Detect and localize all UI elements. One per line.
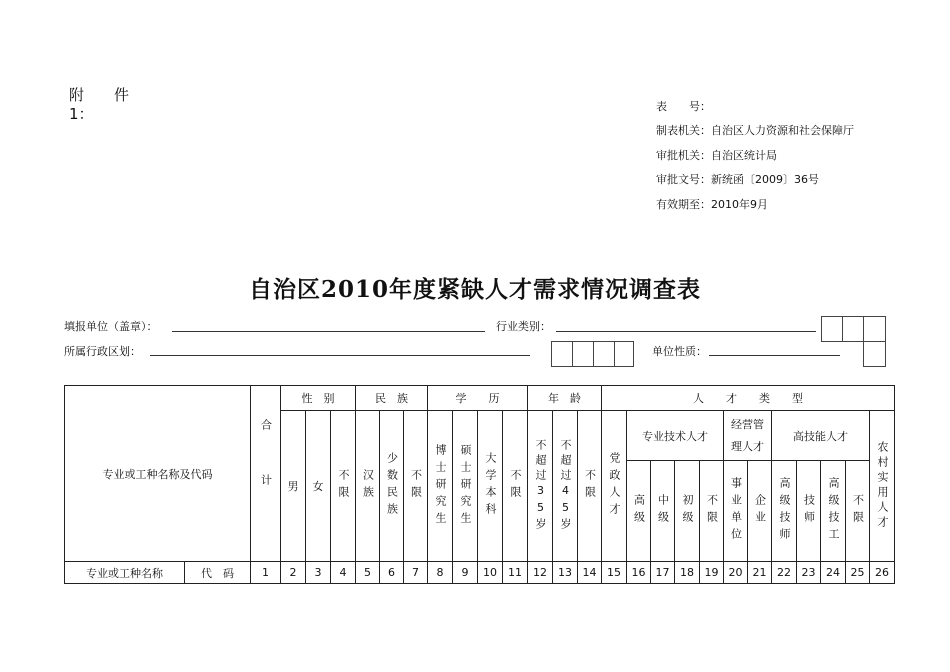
col-num: 13 [553, 562, 578, 584]
rural-header [870, 411, 895, 562]
col-num: 9 [453, 562, 478, 584]
region-label: 所属行政区划： [64, 345, 141, 358]
male-header [281, 411, 306, 562]
col-num: 16 [627, 562, 651, 584]
col-num: 24 [821, 562, 846, 584]
enterprise-label: 企业 [753, 494, 767, 528]
col-num: 14 [578, 562, 602, 584]
region-code-box-1[interactable] [551, 341, 573, 367]
party-header [602, 411, 627, 562]
skill-any-label: 不限 [851, 494, 865, 528]
ethnic-any-header [404, 411, 428, 562]
phd-label: 博士研究生 [434, 443, 447, 529]
senior-worker-label: 高级技工 [827, 477, 840, 545]
phd-header [428, 411, 453, 562]
unit-label: 填报单位（盖章）： [64, 320, 158, 333]
senior-label: 高级 [632, 494, 646, 528]
col-num: 5 [356, 562, 380, 584]
gender-group-header: 性 别 [281, 386, 356, 411]
age45-label: 不超过45岁 [559, 439, 572, 533]
industry-label: 行业类别： [496, 320, 551, 333]
ethnic-any-label: 不限 [409, 469, 423, 503]
col-num: 1 [251, 562, 281, 584]
col-num: 18 [675, 562, 700, 584]
pro-any-label: 不限 [705, 494, 719, 528]
col-num: 11 [503, 562, 528, 584]
institution-header [724, 461, 748, 562]
enterprise-header [748, 461, 772, 562]
meta-approver: 审批机关：自治区统计局 [656, 149, 777, 162]
age45-header [553, 411, 578, 562]
col-num: 20 [724, 562, 748, 584]
middle-label: 中级 [656, 494, 670, 528]
survey-table [64, 385, 895, 584]
age-any-label: 不限 [583, 469, 597, 503]
region-code-box-4[interactable] [614, 341, 634, 367]
management-subgroup-header [724, 411, 772, 461]
master-header [453, 411, 478, 562]
col-num: 2 [281, 562, 306, 584]
master-label: 硕士研究生 [459, 443, 472, 529]
region-code-box-3[interactable] [593, 341, 615, 367]
pro-any-header [700, 461, 724, 562]
management-subgroup-label: 经营管理人才 [731, 417, 764, 453]
col-num: 21 [748, 562, 772, 584]
total-header-label: 合计 [259, 418, 273, 529]
industry-code-box-1[interactable] [821, 316, 843, 342]
col-num: 17 [651, 562, 675, 584]
female-label: 女 [312, 480, 324, 493]
han-label: 汉族 [361, 469, 375, 503]
edu-any-label: 不限 [509, 469, 522, 503]
total-header [251, 386, 281, 562]
age-group-header: 年 龄 [528, 386, 602, 411]
ethnicity-group-header: 民 族 [356, 386, 428, 411]
technician-header [797, 461, 821, 562]
senior-worker-header [821, 461, 846, 562]
rural-label: 农村实用人才 [876, 441, 889, 531]
meta-issuer: 制表机关：自治区人力资源和社会保障厅 [656, 124, 854, 137]
education-group-header: 学 历 [428, 386, 528, 411]
male-label: 男 [287, 480, 299, 493]
col-num: 12 [528, 562, 553, 584]
junior-label: 初级 [681, 494, 694, 528]
industry-code-box-2[interactable] [842, 316, 864, 342]
junior-header [675, 461, 700, 562]
row-header-label: 专业或工种名称及代码 [102, 467, 213, 481]
minority-header [380, 411, 404, 562]
middle-header [651, 461, 675, 562]
attachment-line1: 附 件 [69, 86, 130, 104]
col-num: 15 [602, 562, 627, 584]
col-num: 19 [700, 562, 724, 584]
region-code-box-2[interactable] [572, 341, 594, 367]
col-num: 26 [870, 562, 895, 584]
senior-tech-header [772, 461, 797, 562]
age-any-header [578, 411, 602, 562]
column-number-row [65, 562, 895, 584]
footer-name-col: 专业或工种名称 [65, 562, 185, 584]
col-num: 25 [846, 562, 870, 584]
industry-field[interactable] [556, 331, 816, 332]
meta-form-number: 表 号： [656, 100, 711, 113]
page-title: 自治区2010年度紧缺人才需求情况调查表 [248, 276, 701, 303]
col-num: 23 [797, 562, 821, 584]
industry-code-box-4[interactable] [863, 341, 886, 367]
unit-field[interactable] [172, 331, 485, 332]
col-num: 22 [772, 562, 797, 584]
minority-label: 少数民族 [385, 452, 399, 520]
senior-tech-label: 高级技师 [778, 477, 791, 545]
institution-label: 事业单位 [729, 477, 743, 545]
talent-group-header: 人 才 类 型 [602, 386, 895, 411]
attachment-line2: 1： [69, 105, 94, 123]
skilled-subgroup-header: 高技能人才 [772, 411, 870, 461]
nature-label: 单位性质： [652, 345, 707, 358]
skill-any-header [846, 461, 870, 562]
col-num: 3 [306, 562, 331, 584]
meta-approval-number: 审批文号：新统函〔2009〕36号 [656, 173, 819, 186]
female-header [306, 411, 331, 562]
attachment-label [69, 86, 129, 124]
bachelor-label: 大学本科 [484, 452, 497, 520]
industry-code-box-3[interactable] [863, 316, 886, 342]
col-num: 4 [331, 562, 356, 584]
region-field[interactable] [150, 355, 530, 356]
row-header-cell [65, 386, 251, 562]
senior-header [627, 461, 651, 562]
age35-label: 不超过35岁 [534, 439, 547, 533]
edu-any-header [503, 411, 528, 562]
bachelor-header [478, 411, 503, 562]
party-label: 党政人才 [608, 452, 621, 520]
han-header [356, 411, 380, 562]
col-num: 6 [380, 562, 404, 584]
footer-code-col: 代 码 [185, 562, 251, 584]
professional-subgroup-header: 专业技术人才 [627, 411, 724, 461]
nature-field[interactable] [709, 355, 840, 356]
technician-label: 技师 [802, 494, 816, 528]
age35-header [528, 411, 553, 562]
gender-any-header [331, 411, 356, 562]
col-num: 8 [428, 562, 453, 584]
col-num: 7 [404, 562, 428, 584]
gender-any-label: 不限 [337, 469, 350, 503]
meta-valid-until: 有效期至：2010年9月 [656, 198, 768, 211]
col-num: 10 [478, 562, 503, 584]
